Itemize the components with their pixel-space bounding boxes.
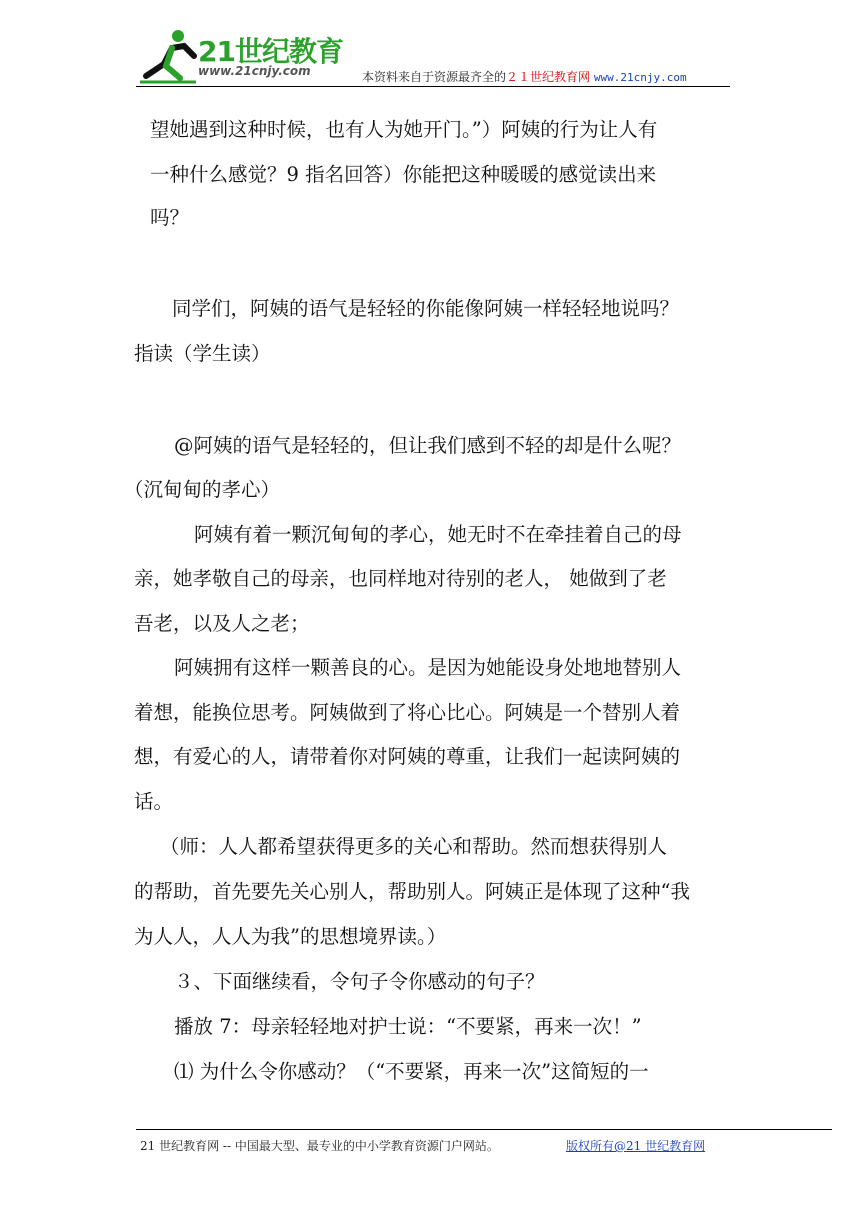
footer-divider	[136, 1129, 832, 1130]
header-note-url[interactable]: www.21cnjy.com	[593, 71, 687, 84]
header-note-prefix: 本资料来自于资源最齐全的	[362, 70, 507, 84]
copyright-link[interactable]: 版权所有@21 世纪教育网	[566, 1139, 706, 1153]
logo-url: www.21cnjy.com	[198, 64, 311, 78]
text-line: 吗？	[150, 206, 190, 229]
text-line: 想，有爱心的人，请带着你对阿姨的尊重，让我们一起读阿姨的	[134, 745, 681, 768]
text-line: 的帮助，首先要先关心别人，帮助别人。阿姨正是体现了这种“我	[134, 880, 690, 903]
header-divider	[136, 86, 730, 87]
text-line: 为人人，人人为我”的思想境界读。）	[134, 925, 447, 948]
page-header	[0, 0, 860, 92]
text-line: 阿姨有着一颗沉甸甸的孝心，她无时不在牵挂着自己的母	[194, 523, 682, 546]
text-line: 阿姨拥有这样一颗善良的心。是因为她能设身处地地替别人	[174, 656, 682, 679]
text-line: 一种什么感觉？9 指名回答）你能把这种暖暖的感觉读出来	[150, 163, 657, 186]
text-line: 指读（学生读）	[134, 342, 271, 365]
text-line: 亲，她孝敬自己的母亲，也同样地对待别的老人， 她做到了老	[134, 567, 667, 590]
text-line: 望她遇到这种时候，也有人为她开门。”）阿姨的行为让人有	[150, 118, 658, 141]
text-line: 话。	[134, 790, 174, 813]
text-line: （师：人人都希望获得更多的关心和帮助。然而想获得别人	[160, 835, 668, 858]
text-line: ３、下面继续看，令句子令你感动的句子？	[174, 970, 545, 993]
header-note-site[interactable]: ２１世纪教育网	[506, 70, 591, 84]
text-line: 同学们，阿姨的语气是轻轻的你能像阿姨一样轻轻地说吗？	[172, 297, 680, 320]
footer-text: 21 世纪教育网 -- 中国最大型、最专业的中小学教育资源门户网站。	[140, 1139, 499, 1153]
text-line: 吾老，以及人之老；	[134, 612, 310, 635]
text-line: @阿姨的语气是轻轻的，但让我们感到不轻的却是什么呢？	[174, 434, 682, 457]
text-line: 着想，能换位思考。阿姨做到了将心比心。阿姨是一个替别人着	[134, 701, 681, 724]
header-note	[362, 68, 687, 85]
text-line: （沉甸甸的孝心）	[124, 478, 281, 501]
text-line: 播放 7：母亲轻轻地对护士说：“不要紧，再来一次！”	[174, 1015, 642, 1038]
text-line: ⑴ 为什么令你感动？（“不要紧，再来一次”这简短的一	[174, 1060, 649, 1083]
logo-name: 21世纪教育	[198, 35, 343, 68]
